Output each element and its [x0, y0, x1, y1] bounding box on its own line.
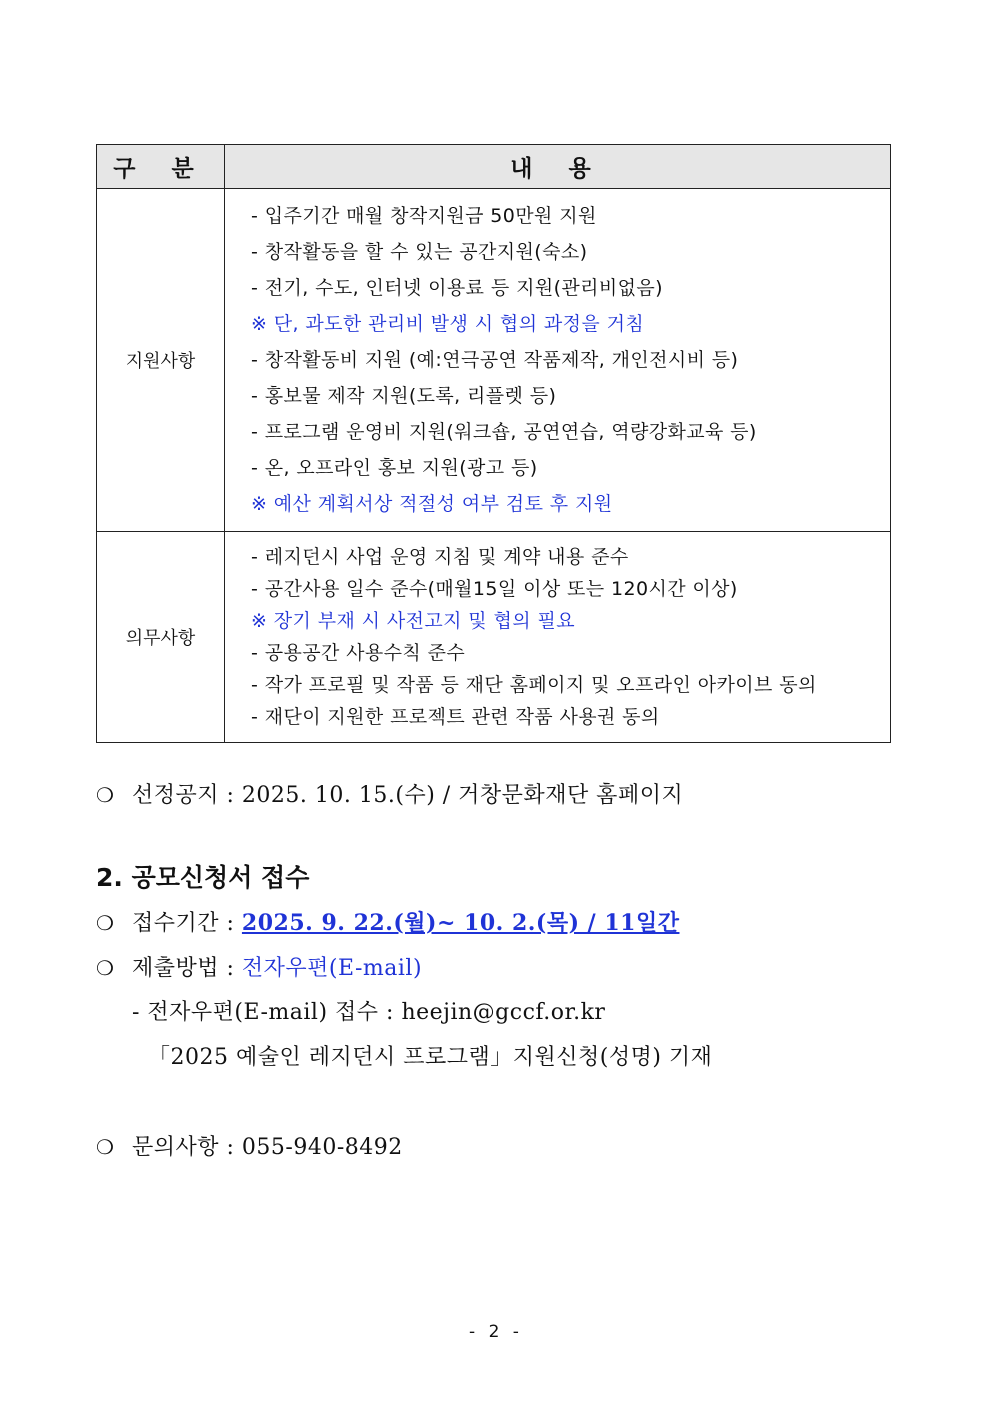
method-label: 제출방법	[132, 956, 220, 981]
table-row-obligation	[97, 532, 891, 743]
table-line: - 창작활동비 지원 (예:연극공연 작품제작, 개인전시비 등)	[251, 349, 739, 371]
period-label: 접수기간	[132, 911, 220, 936]
application-period	[96, 906, 679, 937]
category-support: 지원사항	[97, 189, 225, 532]
table-line: - 재단이 지원한 프로젝트 관련 작품 사용권 동의	[251, 706, 660, 728]
header-category: 구 분	[97, 145, 225, 189]
email-line: - 전자우편(E-mail) 접수 : heejin@gccf.or.kr	[132, 1000, 606, 1025]
table-line: - 홍보물 제작 지원(도록, 리플렛 등)	[251, 385, 557, 407]
selection-value: 2025. 10. 15.(수) / 거창문화재단 홈페이지	[241, 783, 684, 808]
submission-method	[96, 951, 422, 982]
table-note: ※ 예산 계획서상 적절성 여부 검토 후 지원	[251, 493, 613, 515]
table-line: - 공간사용 일수 준수(매월15일 이상 또는 120시간 이상)	[251, 578, 738, 600]
table-note: ※ 단, 과도한 관리비 발생 시 협의 과정을 거침	[251, 313, 645, 335]
table-line: - 입주기간 매월 창작지원금 50만원 지원	[251, 205, 597, 227]
subject-line: 「2025 예술인 레지던시 프로그램」지원신청(성명) 기재	[148, 1045, 713, 1070]
separator: :	[219, 783, 242, 808]
category-obligation: 의무사항	[97, 532, 225, 743]
content-support	[225, 189, 891, 532]
method-value: 전자우편(E-mail)	[241, 956, 423, 981]
circle-bullet-icon: ❍	[96, 1135, 115, 1159]
page-number: - 2 -	[469, 1322, 523, 1342]
selection-label: 선정공지	[132, 783, 220, 808]
content-obligation	[225, 532, 891, 743]
period-value: 2025. 9. 22.(월)~ 10. 2.(목) / 11일간	[241, 910, 680, 936]
table-line: - 전기, 수도, 인터넷 이용료 등 지원(관리비없음)	[251, 277, 663, 299]
section-heading: 2. 공모신청서 접수	[96, 863, 310, 892]
table-note: ※ 장기 부재 시 사전고지 및 협의 필요	[251, 610, 575, 632]
support-obligation-table	[96, 144, 891, 743]
table-line: - 창작활동을 할 수 있는 공간지원(숙소)	[251, 241, 588, 263]
separator: :	[219, 1135, 242, 1160]
table-line: - 프로그램 운영비 지원(워크숍, 공연연습, 역량강화교육 등)	[251, 421, 757, 443]
table-header-row	[97, 145, 891, 189]
table-line: - 레지던시 사업 운영 지침 및 계약 내용 준수	[251, 546, 629, 568]
table-line: - 작가 프로필 및 작품 등 재단 홈페이지 및 오프라인 아카이브 동의	[251, 674, 817, 696]
inquiry	[96, 1130, 403, 1161]
table-line: - 온, 오프라인 홍보 지원(광고 등)	[251, 457, 538, 479]
table-row-support	[97, 189, 891, 532]
circle-bullet-icon: ❍	[96, 956, 115, 980]
inquiry-label: 문의사항	[132, 1135, 220, 1160]
table-line: - 공용공간 사용수칙 준수	[251, 642, 466, 664]
separator: :	[219, 956, 242, 981]
circle-bullet-icon: ❍	[96, 911, 115, 935]
inquiry-value: 055-940-8492	[241, 1135, 403, 1160]
separator: :	[219, 911, 242, 936]
selection-notice	[96, 778, 683, 809]
header-content: 내 용	[225, 145, 891, 189]
circle-bullet-icon: ❍	[96, 783, 115, 807]
